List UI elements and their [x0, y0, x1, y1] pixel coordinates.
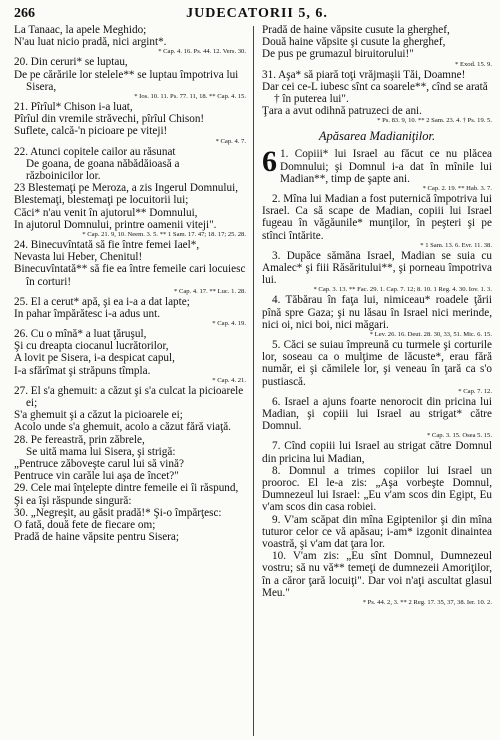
- verse-text: 24. Binecuvîntată să fie între femei Iael*,: [14, 238, 200, 251]
- cross-reference: [14, 138, 246, 146]
- verse-text: Dar cei ce-L iubesc sînt ca soarele**, cînd se arată † în puterea lui".: [262, 80, 488, 105]
- verse-text: * Ps. 83. 9, 10. ** 2 Sam. 23. 4. † Ps. 19. 5.: [377, 117, 492, 125]
- verse-text: 23 Blestemaţi pe Meroza, a zis Ingerul Domnului,: [14, 182, 239, 195]
- verse-line: [14, 101, 246, 113]
- cross-reference: [262, 331, 492, 339]
- cross-reference: [262, 61, 492, 69]
- cross-reference: [262, 242, 492, 250]
- verse-text: Pradă de haine văpsite pentru Sisera;: [14, 531, 179, 544]
- verse-text: De goana, de goana năbădăioasă a: [26, 157, 180, 170]
- verse-text: 31. Aşa* să piară toţi vrăjmaşii Tăi, Doamne!: [262, 68, 466, 81]
- verse-text: La Tanaac, la apele Meghido;: [14, 24, 147, 36]
- verse-line: [14, 328, 246, 340]
- verse-text: 3. Dupăce sămăna Israel, Madian se suia cu Amalec* şi fiii Răsăritului**, şi porneau împotriva lui.: [262, 249, 492, 287]
- verse-line: [14, 434, 246, 446]
- verse-text: De pus pe grumazul biruitorului!": [262, 48, 414, 61]
- verse-line: [14, 421, 246, 433]
- verse-paragraph: [262, 514, 492, 551]
- verse-text: 29. Cele mai înţelepte dintre femeile ei îi răspund,: [14, 482, 239, 495]
- cross-reference: [14, 93, 246, 101]
- verse-text: I-a sfărîmat şi străpuns tîmpla.: [14, 364, 151, 377]
- verse-line: [14, 470, 246, 482]
- verse-text: Pentruce vin carăle lui aşa de încet?": [14, 470, 179, 483]
- verse-line: [14, 507, 246, 519]
- verse-text: 25. El a cerut* apă, şi ea i-a a dat lapte;: [14, 295, 190, 308]
- verse-line: [14, 219, 246, 231]
- verse-text: * Cap. 4. 7.: [215, 137, 246, 145]
- verse-line: [14, 207, 246, 219]
- verse-text: N'au luat nicio pradă, nici argint*.: [14, 36, 167, 49]
- verse-text: * Cap. 4. 17. ** Luc. 1. 28.: [174, 287, 246, 295]
- verse-line: [262, 36, 492, 48]
- verse-text: 28. Pe fereastră, prin zăbrele,: [14, 433, 145, 446]
- verse-line: [14, 56, 246, 68]
- verse-text: Blestemaţi, blestemaţi pe locuitorii lui;: [14, 194, 189, 207]
- verse-line: [14, 36, 246, 48]
- verse-line: [14, 409, 246, 421]
- verse-line: [14, 531, 246, 543]
- chapter-number: 6: [262, 145, 277, 179]
- verse-text: 4. Tăbărau în faţa lui, nimiceau* roadele ţării pînă spre Gaza; şi nu lăsau în Israel nici merinde, nici oi, nici boi, nici măgari.: [262, 294, 492, 331]
- verse-text: * Exod. 15. 9.: [455, 60, 492, 68]
- cross-reference: [262, 599, 492, 607]
- verse-text: Nevasta lui Heber, Chenitul!: [14, 251, 143, 264]
- cross-reference: [262, 388, 492, 396]
- running-title: JUDECATORII 5, 6.: [186, 6, 328, 21]
- verse-text: Acolo unde s'a ghemuit, acolo a căzut fără viaţă.: [14, 421, 231, 434]
- verse-text: 30. „Negreşit, au găsit pradă!* Şi-o împărţesc:: [14, 506, 222, 519]
- verse-text: Două haine văpsite şi cusute la gherghef,: [262, 36, 446, 49]
- verse-text: * 1 Sam. 13. 6. Evr. 11. 38.: [420, 241, 492, 249]
- verse-text: 9. V'am scăpat din mîna Egiptenilor şi din mîna tuturor celor ce vă apăsau; i-am* izgonit dinaintea voastră, şi v'am dat ţara lor.: [262, 513, 492, 551]
- verse-text: Şi ea îşi răspunde singură:: [14, 494, 132, 507]
- verse-line: [14, 170, 246, 182]
- verse-text: Binecuvîntată** să fie ea între femeile cari locuiesc în corturi!: [14, 263, 246, 288]
- verse-line: [14, 482, 246, 494]
- verse-paragraph: [262, 145, 492, 185]
- verse-line: [14, 158, 246, 170]
- verse-line: [14, 352, 246, 364]
- verse-text: * Cap. 3. 15. Osea 5. 15.: [426, 432, 492, 440]
- verse-text: Pradă de haine văpsite cusute la gherghef,: [262, 24, 450, 36]
- verse-text: 6. Israel a ajuns foarte nenorocit din pricina lui Madian, şi copiii lui Israel au strigat* către Domnul.: [262, 395, 492, 433]
- verse-line: [14, 113, 246, 125]
- verse-text: * Cap. 2. 19. ** Hab. 3. 7.: [422, 185, 492, 192]
- verse-text: * Cap. 21. 9, 10. Neem. 3. 5. ** 1 Sam. 17. 47; 18. 17; 25. 28.: [82, 230, 246, 238]
- verse-line: [14, 182, 246, 194]
- verse-text: Se uită mama lui Sisera, şi strigă:: [26, 445, 176, 458]
- verse-line: [14, 263, 246, 287]
- page-header: [14, 6, 490, 26]
- cross-reference: [262, 117, 492, 125]
- cross-reference: [14, 48, 246, 56]
- verse-text: 7. Cînd copiii lui Israel au strigat către Domnul din pricina lui Madian,: [262, 440, 492, 465]
- verse-line: [14, 365, 246, 377]
- verse-line: [14, 194, 246, 206]
- verse-line: [14, 251, 246, 263]
- verse-text: 8. Domnul a trimes copiilor lui Israel un prooroc. El le-a zis: „Aşa vorbeşte Domnul, Dumnezeul lui Israel: „Eu v'am scos din Egipt, Eu v'am scos din casa robiei.: [262, 464, 492, 514]
- verse-text: O fată, două fete de fiecare om;: [14, 519, 156, 532]
- verse-line: [14, 296, 246, 308]
- verse-text: războinicilor lor.: [26, 169, 101, 182]
- verse-text: A lovit pe Sisera, i-a despicat capul,: [14, 352, 175, 365]
- verse-line: [14, 24, 246, 36]
- verse-paragraph: [262, 339, 492, 388]
- verse-line: [14, 519, 246, 531]
- verse-line: [14, 308, 246, 320]
- verse-line: [14, 495, 246, 507]
- verse-text: Suflete, calcă-'n picioare pe viteji!: [14, 125, 168, 138]
- left-column: [14, 24, 246, 543]
- verse-text: * Cap. 4. 21.: [212, 376, 246, 384]
- verse-line: [262, 69, 492, 81]
- verse-line: [14, 385, 246, 409]
- verse-text: Căci* n'au venit în ajutorul** Domnului,: [14, 206, 198, 219]
- verse-text: * Cap. 4. 19.: [212, 320, 246, 328]
- page-number: 266: [14, 6, 35, 21]
- verse-paragraph: [262, 193, 492, 242]
- verse-line: [14, 458, 246, 470]
- verse-text: 2. Mîna lui Madian a fost puternică împotriva lui Israel. Ca să scape de Madian, copiii lui Israel fugeau în văgăunile* munţilor, în peşteri şi pe stînci întărite.: [262, 193, 492, 242]
- verse-text: 20. Din ceruri* se luptau,: [14, 56, 128, 69]
- section-title: Apăsarea Madianiţilor.: [318, 129, 436, 144]
- verse-line: [262, 81, 492, 105]
- verse-text: In ajutorul Domnului, printre oamenii viteji".: [14, 218, 217, 231]
- cross-reference: [14, 320, 246, 328]
- cross-reference: [262, 286, 492, 294]
- verse-text: * Cap. 4. 16. Ps. 44. 12. Vers. 30.: [158, 48, 246, 56]
- verse-paragraph: [262, 396, 492, 433]
- verse-text: In pahar împărătesc i-a adus unt.: [14, 307, 161, 320]
- verse-text: * Cap. 7. 12.: [458, 387, 492, 395]
- verse-text: De pe cărările lor stelele** se luptau împotriva lui Sisera,: [14, 68, 239, 93]
- verse-text: 27. El s'a ghemuit: a căzut şi s'a culcat la picioarele ei;: [14, 384, 244, 410]
- cross-reference: [262, 185, 492, 193]
- verse-text: 10. V'am zis: „Eu sînt Domnul, Dumnezeul vostru; să nu vă** temeţi de dumnezeii Amoriţilor, în a căror ţară locuiţi". Dar voi n'aţi ascultat glasul Meu.": [262, 550, 492, 599]
- verse-text: 22. Atunci copitele cailor au răsunat: [14, 145, 176, 158]
- verse-line: [262, 24, 492, 36]
- verse-line: [262, 48, 492, 60]
- verse-line: [262, 105, 492, 117]
- verse-text: * Lev. 26. 16. Deut. 28. 30, 33, 51. Mic. 6. 15.: [369, 331, 492, 339]
- verse-paragraph: [262, 550, 492, 599]
- verse-line: [14, 446, 246, 458]
- verse-line: [14, 239, 246, 251]
- verse-text: * Ps. 44. 2, 3. ** 2 Reg. 17. 35, 37, 38. Ier. 10. 2.: [362, 599, 492, 607]
- cross-reference: [14, 377, 246, 385]
- verse-paragraph: [262, 465, 492, 514]
- verse-paragraph: [262, 294, 492, 331]
- verse-text: Ţara a avut odihnă patruzeci de ani.: [262, 105, 422, 118]
- verse-text: * Cap. 3. 13. ** Fac. 29. 1. Cap. 7. 12; 8. 10. 1 Reg. 4. 30. Iov. 1. 3.: [313, 286, 492, 294]
- column-divider: [253, 26, 254, 736]
- verse-text: 5. Căci se suiau împreună cu turmele şi corturile lor, soseau ca o mulţime de lăcuste*, erau fără număr, ei şi cămilele lor, şi veneau în ţară ca s'o pustiască.: [262, 339, 492, 388]
- cross-reference: [262, 432, 492, 440]
- cross-reference: [14, 288, 246, 296]
- right-column: [262, 24, 492, 607]
- verse-line: [14, 125, 246, 137]
- verse-text: „Pentruce zăboveşte carul lui să vină?: [14, 458, 184, 471]
- verse-text: S'a ghemuit şi a căzut la picioarele ei;: [14, 409, 183, 422]
- verse-text: 1. Copiii* lui Israel au făcut ce nu plăcea Domnului; şi Domnul i-a dat în mînile lui Madian**, timp de şapte ani.: [280, 148, 492, 185]
- verse-line: [14, 146, 246, 158]
- verse-text: Pîrîul din vremile străvechi, pîrîul Chison!: [14, 113, 205, 126]
- verse-text: 26. Cu o mînă* a luat ţăruşul,: [14, 328, 147, 341]
- verse-text: Şi cu dreapta ciocanul lucrătorilor,: [14, 340, 169, 353]
- verse-paragraph: [262, 440, 492, 464]
- verse-paragraph: [262, 250, 492, 287]
- verse-line: [14, 69, 246, 93]
- verse-text: 21. Pîrîul* Chison i-a luat,: [14, 100, 133, 113]
- verse-text: * Ios. 10. 11. Ps. 77. 11, 18. ** Cap. 4. 15.: [134, 92, 246, 100]
- verse-line: [14, 340, 246, 352]
- cross-reference: [14, 231, 246, 239]
